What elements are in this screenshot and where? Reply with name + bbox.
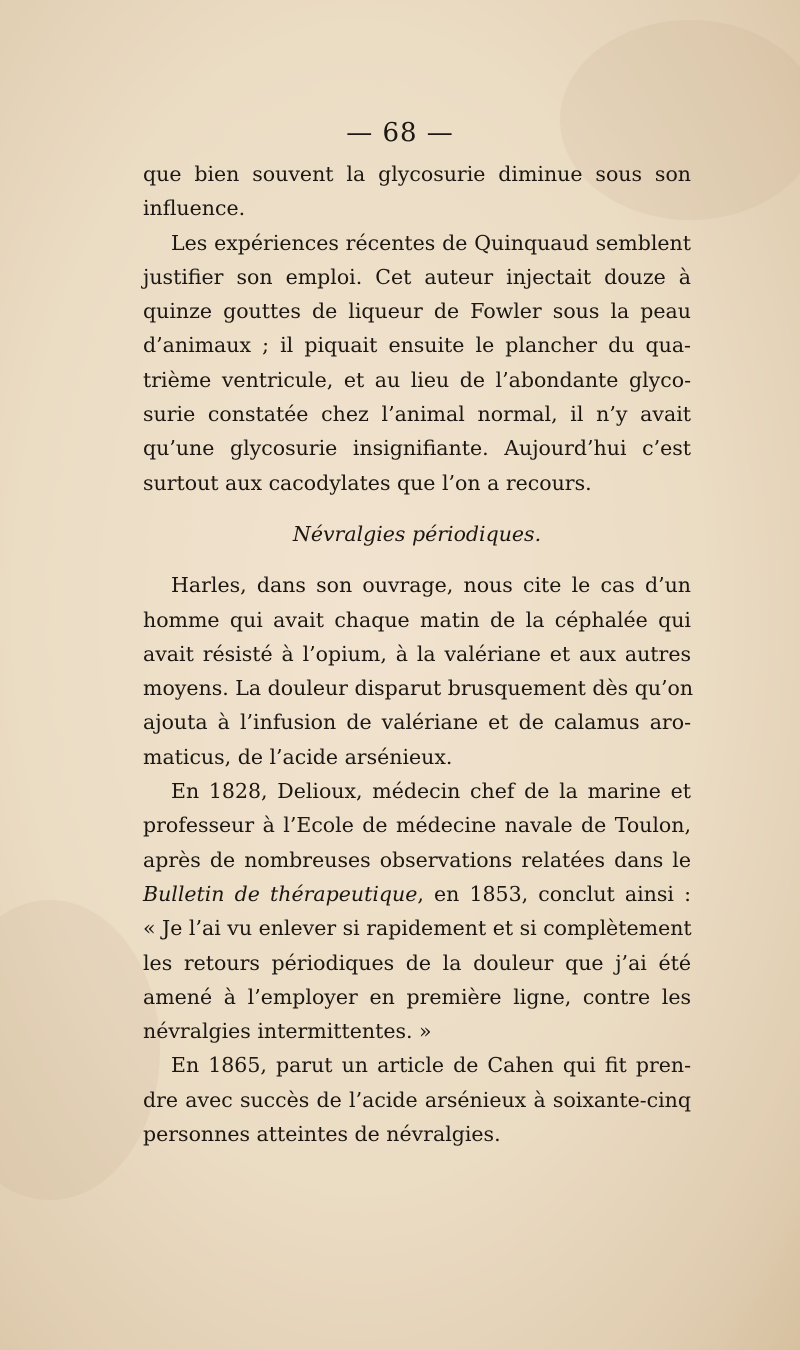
text-line: avait résisté à l’opium, à la valériane et aux autres bbox=[143, 641, 691, 666]
page-number: — 68 — bbox=[346, 118, 454, 148]
text-fragment: , en 1853, conclut ainsi : bbox=[417, 881, 692, 906]
text-line: après de nombreuses observations relatées dans le bbox=[143, 847, 691, 872]
text-line: surtout aux cacodylates que l’on a recours. bbox=[143, 470, 592, 495]
text-line: En 1865, parut un article de Cahen qui fit pren- bbox=[171, 1053, 691, 1078]
text-line: « Je l’ai vu enlever si rapidement et si complètement bbox=[143, 916, 692, 941]
text-line: homme qui avait chaque matin de la céphalée qui bbox=[143, 607, 691, 632]
text-line: Harles, dans son ouvrage, nous cite le cas d’un bbox=[171, 573, 691, 598]
text-line: maticus, de l’acide arsénieux. bbox=[143, 744, 453, 769]
section-heading: Névralgies périodiques. bbox=[292, 521, 542, 546]
text-line: professeur à l’Ecole de médecine navale de Toulon, bbox=[143, 813, 691, 838]
text-line: ajouta à l’infusion de valériane et de calamus aro- bbox=[143, 710, 691, 735]
text-line: justifier son emploi. Cet auteur injectait douze à bbox=[143, 264, 691, 289]
journal-title: Bulletin de thérapeutique bbox=[143, 881, 418, 906]
text-line: Les expériences récentes de Quinquaud semblent bbox=[171, 230, 691, 255]
text-line: névralgies intermittentes. » bbox=[143, 1019, 432, 1044]
text-line: d’animaux ; il piquait ensuite le plancher du qua- bbox=[143, 333, 691, 358]
text-line: qu’une glycosurie insignifiante. Aujourd’hui c’est bbox=[143, 436, 691, 461]
text-line: personnes atteintes de névralgies. bbox=[143, 1122, 501, 1147]
text-line: les retours périodiques de la douleur que j’ai été bbox=[143, 950, 691, 975]
text-line: trième ventricule, et au lieu de l’abondante glyco- bbox=[143, 367, 691, 392]
paper-stain bbox=[0, 900, 160, 1200]
text-line: En 1828, Delioux, médecin chef de la marine et bbox=[171, 779, 691, 804]
text-line bbox=[143, 877, 691, 911]
text-line: que bien souvent la glycosurie diminue sous son bbox=[143, 162, 691, 186]
text-line: quinze gouttes de liqueur de Fowler sous la peau bbox=[143, 299, 691, 324]
text-line: influence. bbox=[143, 196, 246, 221]
text-line: dre avec succès de l’acide arsénieux à soixante-cinq bbox=[143, 1087, 691, 1112]
text-line: surie constatée chez l’animal normal, il n’y avait bbox=[143, 402, 691, 427]
body-text bbox=[143, 157, 694, 1151]
text-line: amené à l’employer en première ligne, contre les bbox=[143, 984, 691, 1009]
text-line: moyens. La douleur disparut brusquement dès qu’on bbox=[143, 676, 694, 701]
